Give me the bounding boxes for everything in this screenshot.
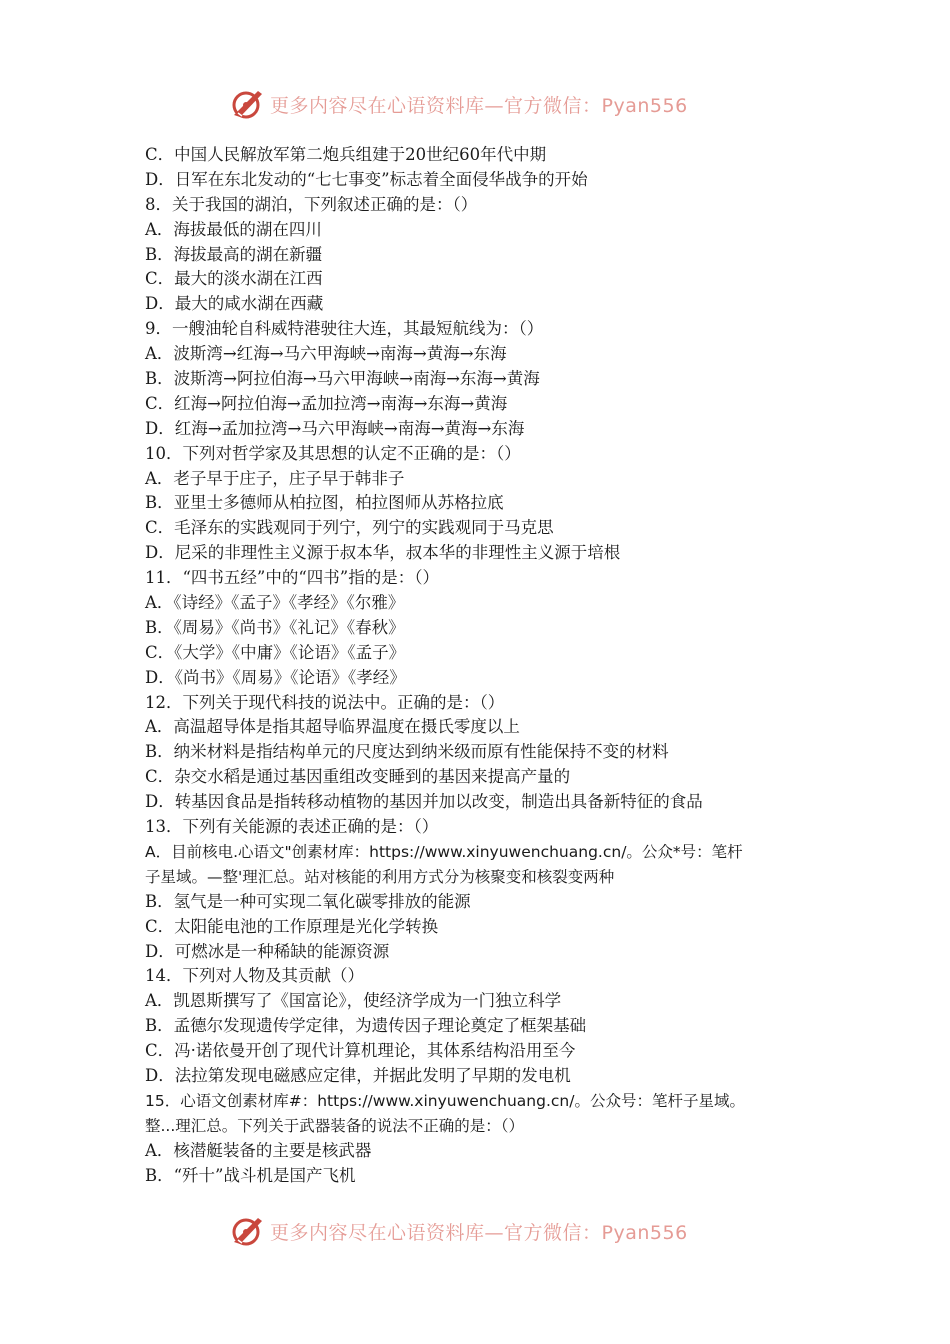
option-line: A．高温超导体是指其超导临界温度在摄氏零度以上	[145, 717, 520, 737]
option-line: A．波斯湾→红海→马六甲海峡→南海→黄海→东海	[145, 344, 507, 364]
question-line: 12．下列关于现代科技的说法中。正确的是：（）	[145, 692, 505, 712]
option-line: D．最大的咸水湖在西藏	[145, 294, 324, 314]
watermark-text	[270, 1218, 688, 1245]
option-line: A．凯恩斯撰写了《国富论》，使经济学成为一门独立科学	[145, 991, 562, 1011]
option-line: A．《诗经》《孟子》《孝经》《尔雅》	[145, 593, 405, 613]
text-line: D．日军在东北发动的“七七事变”标志着全面侵华战争的开始	[145, 169, 588, 189]
pen-circle-logo-icon	[228, 1212, 266, 1250]
option-line: B．亚里士多德师从柏拉图，柏拉图师从苏格拉底	[145, 493, 504, 513]
watermark-text	[270, 91, 688, 118]
option-line: B．《周易》《尚书》《礼记》《春秋》	[145, 617, 405, 637]
pen-circle-logo-icon	[228, 85, 266, 123]
option-line: B．孟德尔发现遗传学定律，为遗传因子理论奠定了框架基础	[145, 1016, 587, 1036]
option-line: D．转基因食品是指转移动植物的基因并加以改变，制造出具备新特征的食品	[145, 792, 703, 812]
option-line: B．氢气是一种可实现二氧化碳零排放的能源	[145, 891, 471, 911]
option-line: C．太阳能电池的工作原理是光化学转换	[145, 916, 439, 936]
option-line-continued: 子星域。—整'理汇总。站对核能的利用方式分为核聚变和核裂变两种	[145, 867, 615, 886]
option-line: C．最大的淡水湖在江西	[145, 269, 323, 289]
option-line: C．冯·诺依曼开创了现代计算机理论，其体系结构沿用至今	[145, 1041, 576, 1061]
question-line: 14．下列对人物及其贡献（）	[145, 966, 364, 986]
option-line: A．海拔最低的湖在四川	[145, 219, 322, 239]
option-line: D．尼采的非理性主义源于叔本华，叔本华的非理性主义源于培根	[145, 543, 621, 563]
option-line: C．《大学》《中庸》《论语》《孟子》	[145, 642, 406, 662]
question-list	[145, 143, 825, 1188]
option-line: A．老子早于庄子，庄子早于韩非子	[145, 468, 405, 488]
question-line: 9．一艘油轮自科威特港驶往大连，其最短航线为：（）	[145, 319, 544, 339]
watermark-wechat-id: Pyan556	[601, 94, 688, 117]
watermark-brand-text: 更多内容尽在心语资料库—官方微信：	[270, 94, 602, 117]
option-line: C．杂交水稻是通过基因重组改变睡到的基因来提高产量的	[145, 767, 571, 787]
option-line: B．“歼十”战斗机是国产飞机	[145, 1165, 356, 1185]
watermark-banner-bottom	[228, 1211, 748, 1251]
text-line: C．中国人民解放军第二炮兵组建于20世纪60年代中期	[145, 145, 547, 164]
question-line: 8．关于我国的湖泊，下列叙述正确的是：（）	[145, 194, 478, 214]
option-line: D．红海→孟加拉湾→马六甲海峡→南海→黄海→东海	[145, 418, 525, 438]
option-line: D．法拉第发现电磁感应定律，并据此发明了早期的发电机	[145, 1065, 571, 1085]
option-line: D．《尚书》《周易》《论语》《孝经》	[145, 667, 406, 687]
option-line: D．可燃冰是一种稀缺的能源资源	[145, 941, 390, 961]
option-line: C．红海→阿拉伯海→孟加拉湾→南海→东海→黄海	[145, 393, 508, 413]
option-line: B．纳米材料是指结构单元的尺度达到纳米级而原有性能保持不变的材料	[145, 742, 669, 762]
option-line: A．目前核电.心语文"创素材库：https://www.xinyuwenchuang.cn/。公众*号：笔杆	[145, 842, 743, 861]
question-line: 10．下列对哲学家及其思想的认定不正确的是：（）	[145, 443, 521, 463]
watermark-brand-text: 更多内容尽在心语资料库—官方微信：	[270, 1221, 602, 1244]
option-line: A．核潜艇装备的主要是核武器	[145, 1140, 372, 1160]
watermark-banner-top	[228, 84, 748, 124]
question-line: 15．心语文创素材库#：https://www.xinyuwenchuang.cn/。公众号：笔杆子星域。	[145, 1091, 745, 1110]
question-line: 11．“四书五经”中的“四书”指的是：（）	[145, 568, 439, 588]
option-line: C．毛泽东的实践观同于列宁，列宁的实践观同于马克思	[145, 518, 554, 538]
question-line-continued: 整...理汇总。下列关于武器装备的说法不正确的是：（）	[145, 1116, 525, 1135]
watermark-wechat-id: Pyan556	[601, 1221, 688, 1244]
option-line: B．海拔最高的湖在新疆	[145, 244, 323, 264]
option-line: B．波斯湾→阿拉伯海→马六甲海峡→南海→东海→黄海	[145, 369, 540, 389]
question-line: 13．下列有关能源的表述正确的是：（）	[145, 817, 439, 837]
